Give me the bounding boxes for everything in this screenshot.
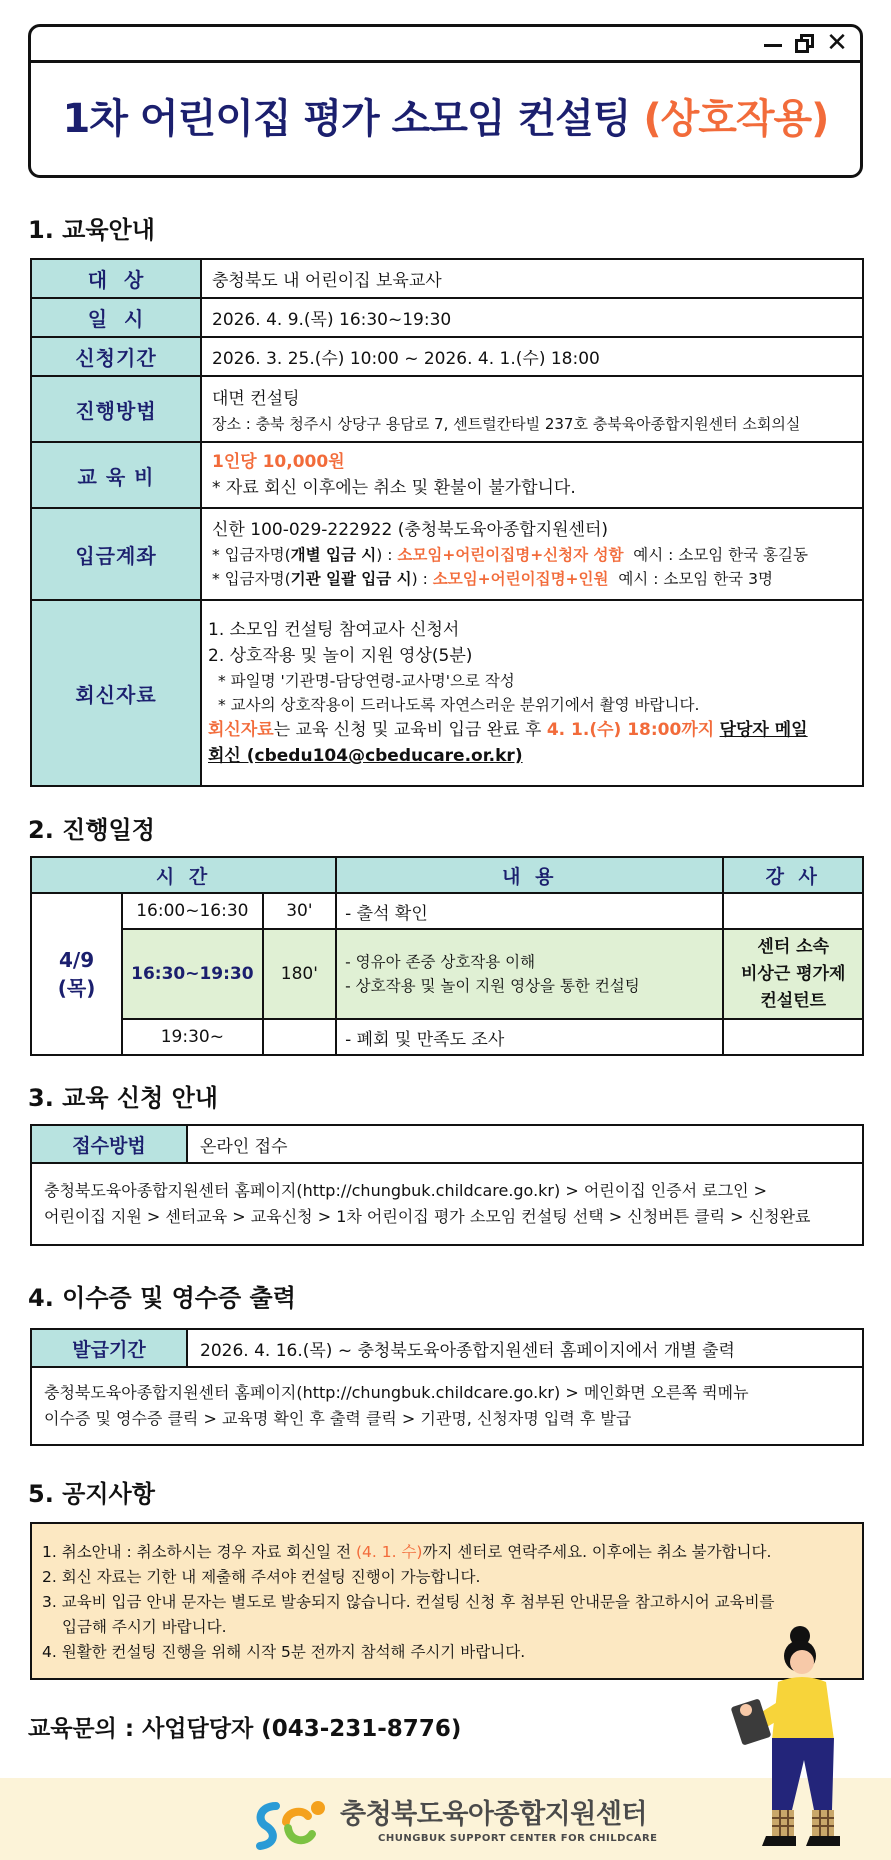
row-2-lecturer bbox=[723, 929, 863, 1019]
row-3-time: 19:30~ bbox=[122, 1019, 262, 1055]
center-logo-text bbox=[340, 1792, 658, 1844]
account-ind-bold: 개별 입금 시 bbox=[290, 546, 377, 564]
value-issue-period: 2026. 4. 16.(목) ~ 충청북도육아종합지원센터 홈페이지에서 개별 출력 bbox=[187, 1329, 863, 1367]
row-2-content-2: - 상호작용 및 놀이 지원 영상을 통한 컨설팅 bbox=[345, 977, 640, 995]
schedule-row bbox=[31, 893, 863, 929]
label-fee: 교 육 비 bbox=[31, 442, 201, 508]
section-2-heading: 2. 진행일정 bbox=[28, 816, 155, 844]
reply-deadline bbox=[208, 717, 852, 743]
window-controls bbox=[762, 28, 848, 58]
info-table bbox=[30, 258, 864, 787]
account-org-example: 예시 : 소모임 한국 3명 bbox=[608, 570, 773, 588]
schedule-header bbox=[31, 857, 863, 893]
apply-table bbox=[30, 1124, 864, 1246]
account-individual bbox=[212, 543, 852, 567]
lecturer-line-2: 비상근 평가제 bbox=[741, 963, 846, 984]
row-1-content: - 출석 확인 bbox=[336, 893, 723, 929]
title-bar bbox=[31, 27, 860, 63]
label-method: 진행방법 bbox=[31, 376, 201, 442]
account-org-mid: ) : bbox=[411, 570, 433, 588]
value-target: 충청북도 내 어린이집 보육교사 bbox=[201, 259, 863, 298]
schedule-row bbox=[31, 1019, 863, 1055]
row-3-lecturer bbox=[723, 1019, 863, 1055]
row-apply-period bbox=[31, 337, 863, 376]
schedule-row bbox=[31, 929, 863, 1019]
label-account: 입금계좌 bbox=[31, 508, 201, 600]
row-1-lecturer bbox=[723, 893, 863, 929]
lecturer-line-3: 컨설턴트 bbox=[760, 990, 827, 1011]
title-main: 1차 어린이집 평가 소모임 컨설팅 bbox=[62, 96, 631, 142]
label-issue-period: 발급기간 bbox=[31, 1329, 187, 1367]
account-ind-example: 예시 : 소모임 한국 홍길동 bbox=[623, 546, 808, 564]
row-3-duration bbox=[263, 1019, 337, 1055]
reply-item-2: 2. 상호작용 및 놀이 지원 영상(5분) bbox=[208, 646, 473, 666]
page-title bbox=[31, 87, 860, 144]
maximize-icon[interactable] bbox=[794, 32, 816, 54]
reply-hl-1: 회신자료 bbox=[208, 720, 274, 740]
reply-item-1: 1. 소모임 컨설팅 참여교사 신청서 bbox=[208, 620, 460, 640]
org-name-ko: 충청북도육아종합지원센터 bbox=[340, 1799, 647, 1830]
row-1-duration: 30' bbox=[263, 893, 337, 929]
row-1-time: 16:00~16:30 bbox=[122, 893, 262, 929]
minimize-icon[interactable] bbox=[762, 32, 784, 54]
label-reply: 회신자료 bbox=[31, 600, 201, 786]
value-account: 신한 100-029-222922 (충청북도육아종합지원센터) bbox=[212, 520, 609, 540]
org-name-en: CHUNGBUK SUPPORT CENTER FOR CHILDCARE bbox=[378, 1833, 658, 1844]
account-ind-hl: 소모임+어린이집명+신청자 성함 bbox=[397, 546, 624, 564]
label-date: 일 시 bbox=[31, 298, 201, 337]
schedule-date bbox=[31, 893, 122, 1055]
notice-item-3-cont: 입금해 주시기 바랍니다. bbox=[62, 1618, 227, 1636]
reply-item-3: * 파일명 '기관명-담당연령-교사명'으로 작성 bbox=[218, 672, 515, 690]
col-content: 내 용 bbox=[336, 857, 723, 893]
account-org-prefix: * 입금자명( bbox=[212, 570, 291, 588]
section-3-heading: 3. 교육 신청 안내 bbox=[28, 1084, 218, 1112]
notice-item-3: 3. 교육비 입금 안내 문자는 별도로 발송되지 않습니다. 컨설팅 신청 후 첨부된 안내문을 참고하시어 교육비를 bbox=[42, 1593, 775, 1611]
center-logo-icon bbox=[246, 1794, 332, 1854]
method-place: 장소 : 충북 청주시 상당구 용담로 7, 센트럴칸타빌 237호 충북육아종합지원센터 소회의실 bbox=[212, 415, 801, 433]
reply-item-4: * 교사의 상호작용이 드러나도록 자연스러운 분위기에서 촬영 바랍니다. bbox=[218, 696, 700, 714]
value-date: 2026. 4. 9.(목) 16:30~19:30 bbox=[201, 298, 863, 337]
row-fee bbox=[31, 442, 863, 508]
row-2-time: 16:30~19:30 bbox=[122, 929, 262, 1019]
apply-path-1: 충청북도육아종합지원센터 홈페이지(http://chungbuk.childcare.go.kr) > 어린이집 인증서 로그인 > bbox=[44, 1181, 768, 1200]
account-ind-mid: ) : bbox=[376, 546, 398, 564]
value-fee: 1인당 10,000원 bbox=[212, 452, 345, 472]
notice-item-2: 2. 회신 자료는 기한 내 제출해 주셔야 컨설팅 진행이 가능합니다. bbox=[42, 1568, 481, 1586]
value-method: 대면 컨설팅 bbox=[212, 389, 300, 409]
notice-item-4: 4. 원활한 컨설팅 진행을 위해 시작 5분 전까지 참석해 주시기 바랍니다. bbox=[42, 1643, 526, 1661]
account-organization bbox=[212, 567, 852, 591]
cert-path-1: 충청북도육아종합지원센터 홈페이지(http://chungbuk.childcare.go.kr) > 메인화면 오른쪽 퀵메뉴 bbox=[44, 1383, 749, 1402]
title-window bbox=[28, 24, 863, 178]
row-reply bbox=[31, 600, 863, 786]
section-5-heading: 5. 공지사항 bbox=[28, 1480, 155, 1508]
label-apply-period: 신청기간 bbox=[31, 337, 201, 376]
value-apply-method: 온라인 접수 bbox=[187, 1125, 863, 1163]
row-account bbox=[31, 508, 863, 600]
title-accent: (상호작용) bbox=[643, 96, 829, 142]
lecturer-line-1: 센터 소속 bbox=[757, 936, 830, 957]
contact-info: 교육문의 : 사업담당자 (043-231-8776) bbox=[28, 1716, 462, 1742]
reply-email-link[interactable]: 회신 (cbedu104@cbeducare.or.kr) bbox=[208, 746, 523, 766]
col-lecturer: 강 사 bbox=[723, 857, 863, 893]
row-2-content-1: - 영유아 존중 상호작용 이해 bbox=[345, 953, 536, 971]
row-3-content: - 폐회 및 만족도 조사 bbox=[336, 1019, 723, 1055]
row-method bbox=[31, 376, 863, 442]
reply-hl-2: 4. 1.(수) 18:00까지 bbox=[546, 720, 715, 740]
notice-1-post: 까지 센터로 연락주세요. 이후에는 취소 불가합니다. bbox=[422, 1543, 772, 1561]
section-4-heading: 4. 이수증 및 영수증 출력 bbox=[28, 1284, 296, 1312]
section-1-heading: 1. 교육안내 bbox=[28, 216, 155, 244]
account-org-bold: 기관 일괄 입금 시 bbox=[290, 570, 412, 588]
schedule-table bbox=[30, 856, 864, 1056]
reply-email-line bbox=[208, 743, 852, 769]
fee-note: * 자료 회신 이후에는 취소 및 환불이 불가합니다. bbox=[212, 478, 576, 498]
close-icon[interactable]: ✕ bbox=[826, 28, 848, 58]
notice-1-pre: 1. 취소안내 : 취소하시는 경우 자료 회신일 전 bbox=[42, 1543, 356, 1561]
label-apply-method: 접수방법 bbox=[31, 1125, 187, 1163]
value-apply-period: 2026. 3. 25.(수) 10:00 ~ 2026. 4. 1.(수) 18:00 bbox=[201, 337, 863, 376]
row-target bbox=[31, 259, 863, 298]
teacher-illustration-icon bbox=[722, 1620, 862, 1860]
row-2-duration: 180' bbox=[263, 929, 337, 1019]
cert-path-2: 이수증 및 영수증 클릭 > 교육명 확인 후 출력 클릭 > 기관명, 신청자명 입력 후 발급 bbox=[44, 1409, 632, 1428]
certificate-table bbox=[30, 1328, 864, 1446]
reply-email-label: 담당자 메일 bbox=[719, 720, 808, 740]
notice-1-hl: (4. 1. 수) bbox=[355, 1543, 423, 1561]
apply-path-2: 어린이집 지원 > 센터교육 > 교육신청 > 1차 어린이집 평가 소모임 컨설팅 선택 > 신청버튼 클릭 > 신청완료 bbox=[44, 1207, 811, 1226]
account-ind-prefix: * 입금자명( bbox=[212, 546, 291, 564]
notice-item-1 bbox=[42, 1540, 852, 1565]
date-text: 4/9 bbox=[58, 947, 95, 972]
col-time: 시 간 bbox=[31, 857, 336, 893]
account-org-hl: 소모임+어린이집명+인원 bbox=[432, 570, 609, 588]
reply-mid: 는 교육 신청 및 교육비 입금 완료 후 bbox=[273, 720, 547, 740]
day-text: (목) bbox=[57, 975, 96, 1000]
row-date bbox=[31, 298, 863, 337]
label-target: 대 상 bbox=[31, 259, 201, 298]
